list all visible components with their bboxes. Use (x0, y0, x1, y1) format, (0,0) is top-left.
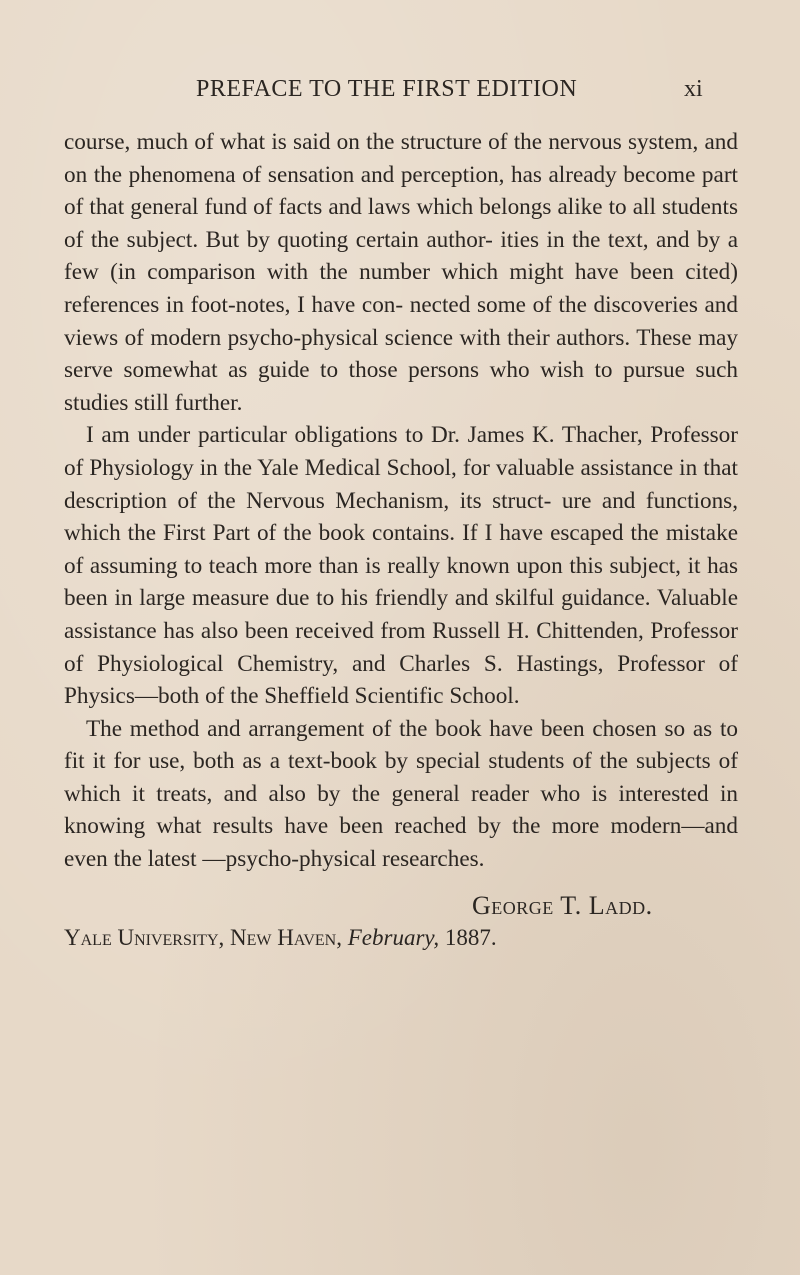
page-number: xi (684, 76, 703, 102)
dateline (64, 925, 497, 951)
preface-body (64, 126, 738, 876)
dateline-year: 1887. (444, 925, 497, 950)
paragraph-3: The method and arrangement of the book have been chosen so as to fit it for use, both as a text-book by special students of the subjects of which it treats, and also by the general reader who is interested in knowing what results have been reached by the more modern—and even the latest —psycho-physical researches. (64, 715, 738, 873)
running-head (0, 76, 800, 110)
running-title: PREFACE TO THE FIRST EDITION (196, 76, 578, 102)
paragraph-1: course, much of what is said on the structure of the nervous system, and on the phenomena of sensation and perception, has already become part of that general fund of facts and laws which belongs alike to all students of the subject. But by quoting certain author- ities in the text, and by a few (in comparison with the number which might have been cited) references in foot-notes, I have con- nected some of the discoveries and views of modern psycho-physical science with their authors. These may serve somewhat as guide to those persons who wish to pursue such studies still further. (64, 129, 738, 416)
author-signature: George T. Ladd. (472, 891, 653, 920)
paragraph-2: I am under particular obligations to Dr. James K. Thacher, Professor of Physiology in the Yale Medical School, for valuable assistance in that description of the Nervous Mechanism, its struct- ure and functions, which the First Part of the book contains. If I have escaped the mistake of assuming to teach more than is really known upon this subject, it has been in large measure due to his friendly and skilful guidance. Valuable assistance has also been received from Russell H. Chittenden, Professor of Physiological Chemistry, and Charles S. Hastings, Professor of Physics—both of the Sheffield Scientific School. (64, 422, 738, 710)
dateline-place: Yale University, New Haven, (64, 925, 342, 950)
dateline-month: February, (347, 925, 440, 950)
